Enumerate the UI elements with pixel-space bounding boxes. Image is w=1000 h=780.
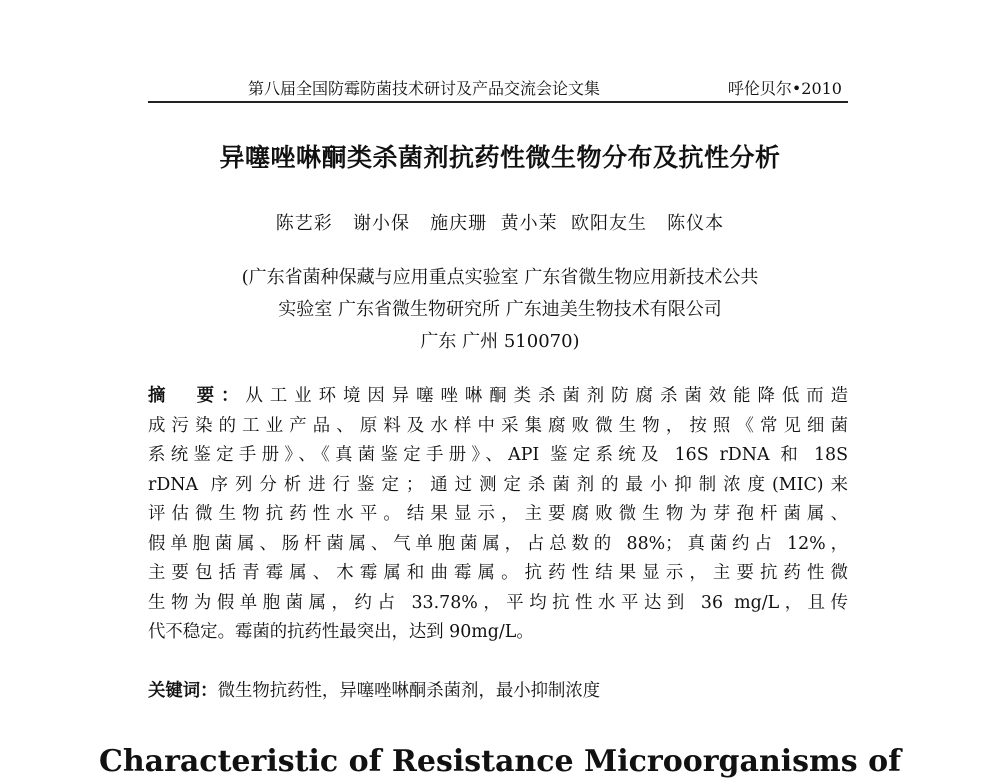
abstract-label: 摘 要： [148,386,246,406]
affiliation-line: (广东省菌种保藏与应用重点实验室 广东省微生物应用新技术公共 [241,267,759,288]
keywords-label: 关键词： [148,681,218,701]
abstract-line: 系统鉴定手册》、《真菌鉴定手册》、API 鉴定系统及 16S rDNA 和 18S [148,445,848,465]
abstract-text: 从工业环境因异噻唑啉酮类杀菌剂防腐杀菌效能降低而造 [245,386,848,406]
affiliation-line: 广东 广州 510070) [420,331,580,352]
abstract-line: 主要包括青霉属、木霉属和曲霉属。抗药性结果显示，主要抗药性微 [148,563,848,583]
abstract-line: 假单胞菌属、肠杆菌属、气单胞菌属，占总数的 88%；真菌约占 12%， [148,533,848,554]
english-title: Characteristic of Resistance Microorganisms of [98,744,902,779]
conference-place-year: 呼伦贝尔•2010 [727,79,842,98]
abstract-line: rDNA 序列分析进行鉴定；通过测定杀菌剂的最小抑制浓度(MIC)来 [148,474,848,495]
abstract-line [148,382,848,412]
abstract-line: 评估微生物抗药性水平。结果显示，主要腐败微生物为芽孢杆菌属、 [148,504,848,524]
abstract-line: 代不稳定。霉菌的抗药性最突出，达到 90mg/L。 [148,622,534,642]
abstract-line: 生物为假单胞菌属，约占 33.78%，平均抗性水平达到 36 mg/L，且传 [148,592,848,613]
abstract-line: 成污染的工业产品、原料及水样中采集腐败微生物，按照《常见细菌 [148,415,848,436]
author-list: 陈艺彩 谢小保 施庆珊 黄小茉 欧阳友生 陈仪本 [275,213,725,234]
affiliation [160,262,840,358]
abstract [148,382,848,648]
keywords-text: 微生物抗药性，异噻唑啉酮杀菌剂，最小抑制浓度 [217,681,601,701]
affiliation-line: 实验室 广东省微生物研究所 广东迪美生物技术有限公司 [278,299,722,320]
running-header [148,79,848,103]
paper-title: 异噻唑啉酮类杀菌剂抗药性微生物分布及抗性分析 [219,143,781,172]
header-rule [148,101,848,103]
keywords [148,677,848,705]
proceedings-title: 第八届全国防霉防菌技术研讨及产品交流会论文集 [248,79,601,98]
